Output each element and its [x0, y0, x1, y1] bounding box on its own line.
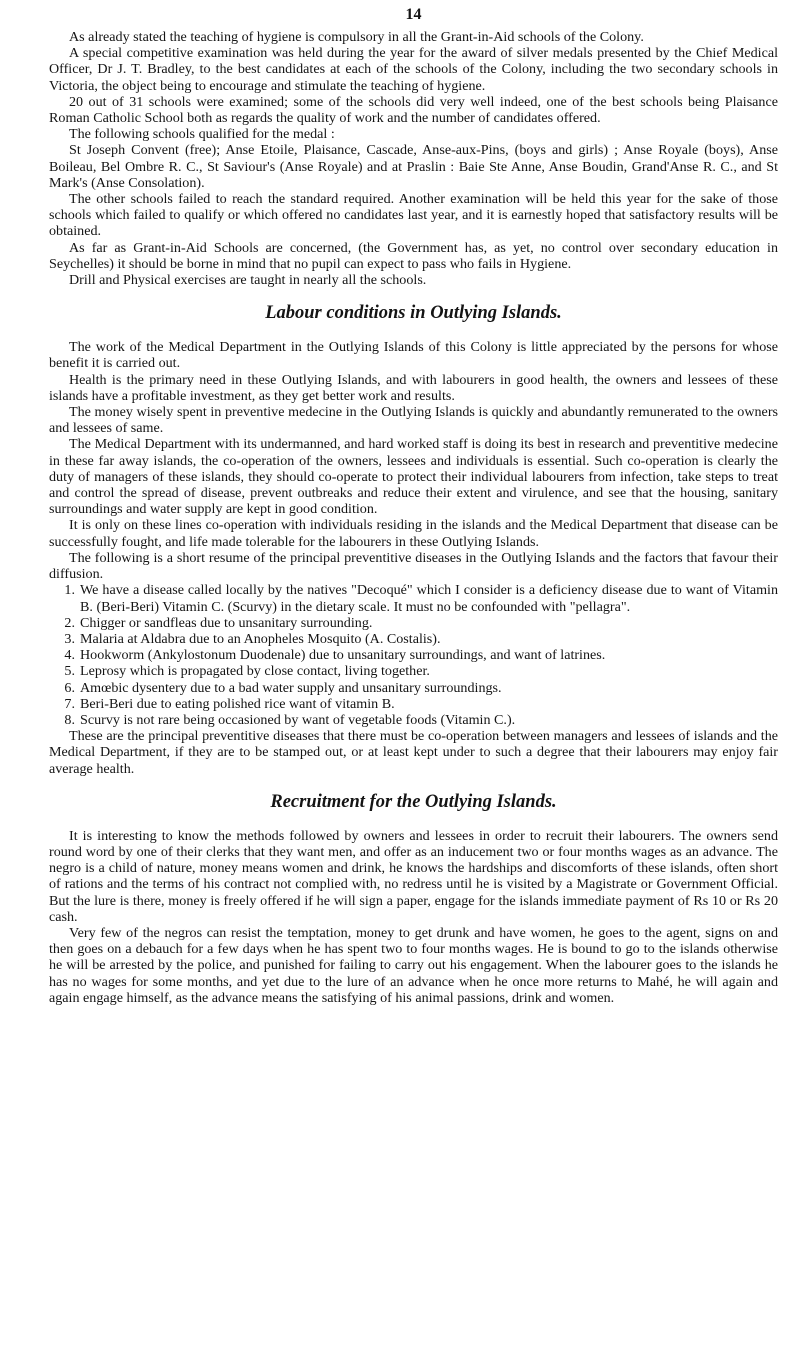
- list-item: [49, 696, 778, 712]
- list-item-number: 8.: [64, 711, 75, 728]
- list-item-text: Malaria at Aldabra due to an Anopheles Mosquito (A. Costalis).: [80, 630, 441, 647]
- list-item-text: Beri-Beri due to eating polished rice want of vitamin B.: [80, 695, 395, 712]
- list-item-text: Amœbic dysentery due to a bad water supply and unsanitary surroundings.: [80, 679, 502, 696]
- paragraph: The money wisely spent in preventive medecine in the Outlying Islands is quickly and abundantly remunerated to the owners and lessees of same.: [49, 404, 778, 437]
- paragraph: The following schools qualified for the medal :: [69, 126, 335, 143]
- list-item-number: 5.: [64, 663, 75, 680]
- list-item: [49, 582, 778, 614]
- paragraph: It is interesting to know the methods followed by owners and lessees in order to recruit their labourers. The owners send round word by one of their clerks that they want men, and offer as an inducement two or four months wages as an advance. The negro is a child of nature, money means women and drink, he knows the hardships and discomforts of these islands, often short of rations and the terms of his contract not complied with, no redress until he is visited by a Magistrate or Government Official. But the lure is there, money is freely offered if he will sign a paper, engage for the islands immediate payment of Rs 10 or Rs 20 cash.: [49, 827, 778, 925]
- paragraph: Health is the primary need in these Outlying Islands, and with labourers in good health, the owners and lessees of these islands have a profitable investment, as they get better work and results.: [49, 371, 778, 404]
- list-item-number: 4.: [64, 647, 75, 664]
- paragraph: Drill and Physical exercises are taught in nearly all the schools.: [69, 272, 427, 289]
- list-item: [49, 631, 778, 647]
- section-heading-labour: Labour conditions in Outlying Islands.: [265, 303, 562, 324]
- labour-section: [49, 339, 778, 776]
- list-item: [49, 680, 778, 696]
- list-item-number: 6.: [64, 679, 75, 696]
- paragraph: As already stated the teaching of hygiene is compulsory in all the Grant-in-Aid schools of the Colony.: [69, 29, 644, 45]
- list-item-number: 3.: [64, 630, 75, 647]
- recruitment-section: [49, 828, 778, 1006]
- paragraph: These are the principal preventitive diseases that there must be co-operation between managers and lessees of islands and the Medical Department, if they are to be stamped out, or at least kept under to such a degree that their labourers may enjoy fair average health.: [49, 728, 778, 777]
- list-item-text: Hookworm (Ankylostonum Duodenale) due to unsanitary surroundings, and want of latrines.: [80, 647, 606, 664]
- paragraph: The following is a short resume of the principal preventitive diseases in the Outlying Islands and the factors that favour their diffusion.: [49, 549, 778, 583]
- list-item-text: Chigger or sandfleas due to unsanitary surrounding.: [80, 614, 373, 631]
- qualified-schools-list: St Joseph Convent (free); Anse Etoile, Plaisance, Cascade, Anse-aux-Pins, (boys and girls) ; Anse Royale (boys), Anse Boileau, Bel Ombre R. C., St Saviour's (Anse Royale) and at Praslin : Baie Ste Anne, Anse Boudin, Grand'Anse R. C., and St Mark's (Anse Consolation).: [49, 142, 778, 191]
- section-heading-recruitment: Recruitment for the Outlying Islands.: [270, 791, 557, 812]
- paragraph: The work of the Medical Department in the Outlying Islands of this Colony is little appreciated by the persons for whose benefit it is carried out.: [49, 339, 778, 372]
- paragraph: The other schools failed to reach the standard required. Another examination will be held this year for the sake of those schools which failed to qualify or which offered no candidates last year, and it is earnestly hoped that satisfactory results will be obtained.: [49, 191, 778, 240]
- list-item-number: 2.: [64, 614, 75, 631]
- list-item-number: 7.: [64, 695, 75, 712]
- list-item: [49, 647, 778, 663]
- paragraph: Very few of the negros can resist the temptation, money to get drunk and have women, he goes to the agent, signs on and then goes on a debauch for a few days when he has spent two to four months wages. He is bound to go to the islands otherwise he will be arrested by the police, and punished for failing to carry out his engagement. When the labourer goes to the islands he has no wages for some months, and yet due to the lure of an advance when he once more returns to Mahé, he will again and again engage himself, as the advance means the satisfying of his animal passions, drink and women.: [49, 924, 778, 1006]
- hygiene-section: [49, 29, 778, 288]
- diseases-list: [49, 582, 778, 728]
- list-item-text: Scurvy is not rare being occasioned by want of vegetable foods (Vitamin C.).: [80, 711, 516, 728]
- list-item-text: We have a disease called locally by the natives "Decoqué" which I consider is a deficiency disease due to want of Vitamin B. (Beri-Beri) Vitamin C. (Scurvy) in the dietary scale. It must no be confounded with "pellagra".: [80, 582, 778, 615]
- list-item: [49, 663, 778, 679]
- paragraph: A special competitive examination was held during the year for the award of silver medals presented by the Chief Medical Officer, Dr J. T. Bradley, to the best candidates at each of the schools of the Colony, including the two secondary schools in Victoria, the object being to encourage and stimulate the teaching of hygiene.: [49, 45, 778, 94]
- paragraph: 20 out of 31 schools were examined; some of the schools did very well indeed, one of the best schools being Plaisance Roman Catholic School both as regards the quality of work and the number of candidates offered.: [49, 93, 778, 127]
- list-item: [49, 712, 778, 728]
- paragraph: As far as Grant-in-Aid Schools are concerned, (the Government has, as yet, no control over secondary education in Seychelles) it should be borne in mind that no pupil can expect to pass who fails in Hygiene.: [49, 239, 778, 272]
- page-number: 14: [405, 6, 422, 23]
- list-item: [49, 615, 778, 631]
- paragraph: The Medical Department with its undermanned, and hard worked staff is doing its best in research and preventitive medecine in these far away islands, the co-operation of the owners, lessees and individuals is essential. Such co-operation is clearly the duty of managers of these islands, they should co-operate to protect their individual labourers from infection, take steps to treat and control the spread of disease, prevent outbreaks and reduce their extent and virulence, and see that the housing, sanitary surroundings and water supply are kept in good condition.: [49, 436, 778, 518]
- list-item-text: Leprosy which is propagated by close contact, living together.: [80, 663, 430, 680]
- paragraph: It is only on these lines co-operation with individuals residing in the islands and the Medical Department that disease can be successfully fought, and life made tolerable for the labourers in these Outlying Islands.: [49, 517, 778, 550]
- list-item-number: 1.: [64, 582, 75, 599]
